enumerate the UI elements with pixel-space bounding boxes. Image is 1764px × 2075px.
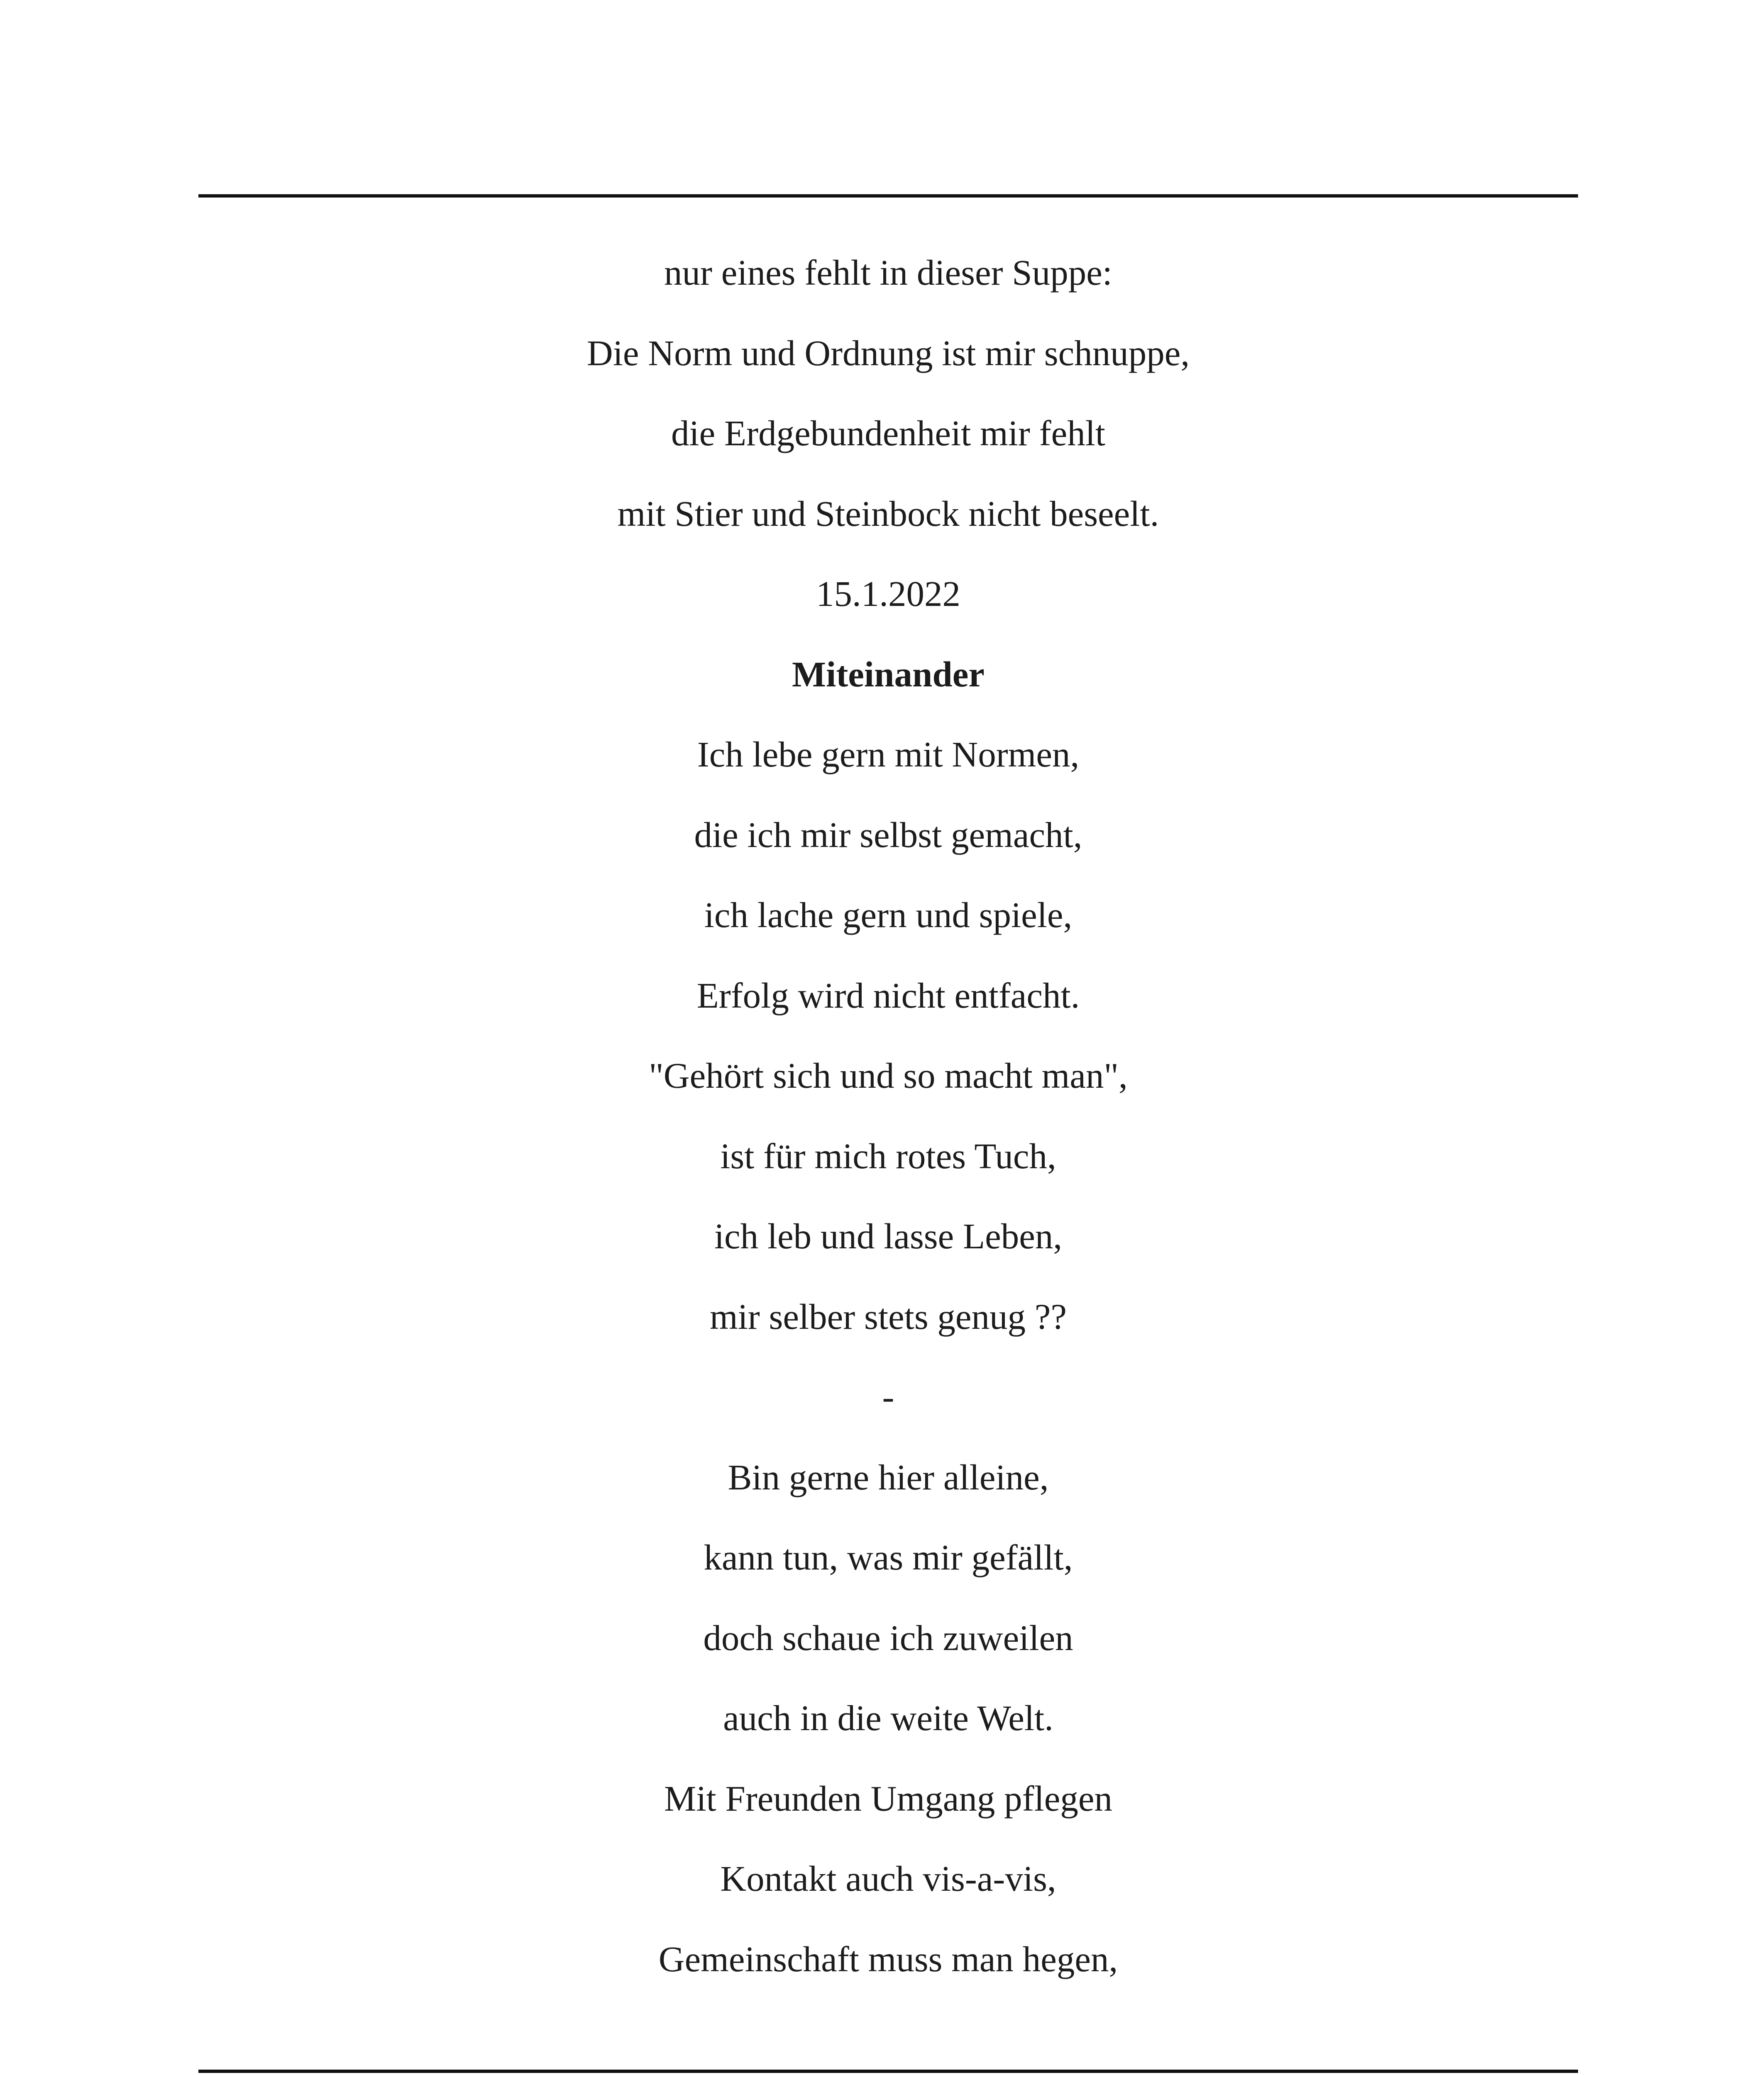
- poem-line: ist für mich rotes Tuch,: [720, 1135, 1056, 1176]
- poem-line: die ich mir selbst gemacht,: [694, 814, 1082, 855]
- poem-line: Bin gerne hier alleine,: [728, 1457, 1049, 1497]
- poem-line: auch in die weite Welt.: [723, 1698, 1053, 1738]
- poem-line: Mit Freunden Umgang pflegen: [664, 1778, 1113, 1819]
- poem-line: "Gehört sich und so macht man",: [649, 1055, 1128, 1096]
- poem-date: 15.1.2022: [816, 574, 960, 614]
- stanza-separator: -: [882, 1377, 894, 1417]
- poem-line: die Erdgebundenheit mir fehlt: [671, 413, 1106, 453]
- poem-line: mir selber stets genug ??: [709, 1296, 1067, 1337]
- poem-line: nur eines fehlt in dieser Suppe:: [664, 252, 1112, 293]
- poem-title: Miteinander: [792, 654, 985, 694]
- poem-line: Kontakt auch vis-a-vis,: [720, 1858, 1056, 1899]
- poem-line: ich lache gern und spiele,: [704, 895, 1073, 935]
- poem-line: ich leb und lasse Leben,: [714, 1216, 1063, 1256]
- poem-body: [198, 232, 1578, 1999]
- poem-line: mit Stier und Steinbock nicht beseelt.: [617, 493, 1159, 534]
- footer-rule: [198, 2070, 1578, 2073]
- poem-line: Die Norm und Ordnung ist mir schnuppe,: [586, 332, 1190, 373]
- poem-line: Erfolg wird nicht entfacht.: [696, 975, 1080, 1016]
- poem-line: doch schaue ich zuweilen: [703, 1617, 1073, 1658]
- poem-line: Ich lebe gern mit Normen,: [697, 734, 1080, 774]
- poem-line: Gemeinschaft muss man hegen,: [658, 1938, 1118, 1979]
- poem-line: kann tun, was mir gefällt,: [704, 1537, 1073, 1577]
- header-rule: [198, 194, 1578, 198]
